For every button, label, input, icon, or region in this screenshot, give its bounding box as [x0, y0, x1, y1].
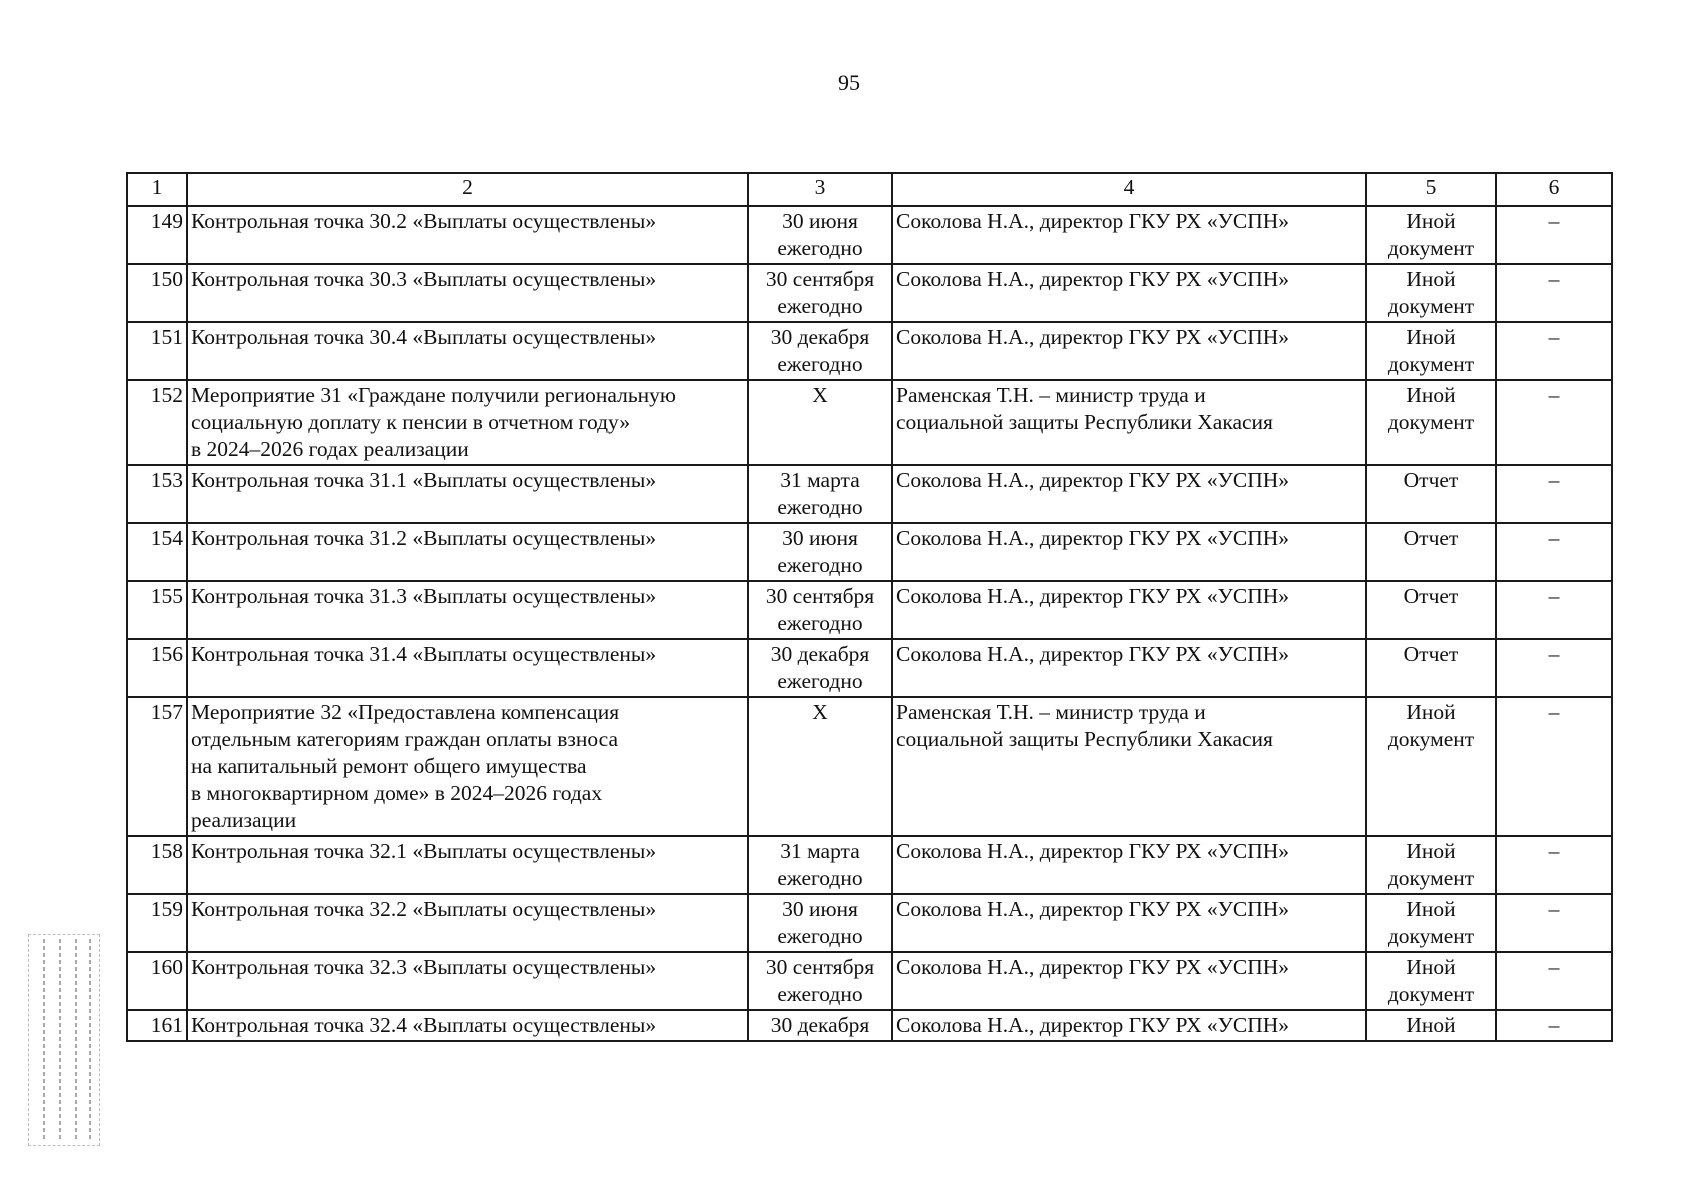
table-row [127, 894, 1612, 952]
row-number-cell: 149 [127, 206, 187, 264]
activity-name-cell: Контрольная точка 30.4 «Выплаты осуществлены» [187, 322, 748, 380]
archive-stamp [28, 934, 100, 1146]
activity-name-cell: Контрольная точка 32.2 «Выплаты осуществлены» [187, 894, 748, 952]
responsible-person-cell: Соколова Н.А., директор ГКУ РХ «УСПН» [892, 465, 1366, 523]
note-cell: – [1496, 465, 1612, 523]
document-type-cell: Иной документ [1366, 380, 1496, 465]
row-number-cell: 159 [127, 894, 187, 952]
document-type-cell: Иной [1366, 1010, 1496, 1041]
deadline-cell: X [748, 697, 892, 836]
row-number-cell: 161 [127, 1010, 187, 1041]
row-number-cell: 151 [127, 322, 187, 380]
deadline-cell: 30 сентября ежегодно [748, 952, 892, 1010]
column-header: 3 [748, 173, 892, 206]
table-row [127, 206, 1612, 264]
responsible-person-cell: Соколова Н.А., директор ГКУ РХ «УСПН» [892, 264, 1366, 322]
table-row [127, 581, 1612, 639]
table-row [127, 1010, 1612, 1041]
row-number-cell: 158 [127, 836, 187, 894]
deadline-cell: 30 июня ежегодно [748, 523, 892, 581]
row-number-cell: 150 [127, 264, 187, 322]
document-type-cell: Иной документ [1366, 952, 1496, 1010]
deadline-cell: X [748, 380, 892, 465]
deadline-cell: 31 марта ежегодно [748, 836, 892, 894]
note-cell: – [1496, 1010, 1612, 1041]
row-number-cell: 160 [127, 952, 187, 1010]
activity-name-cell: Контрольная точка 32.3 «Выплаты осуществлены» [187, 952, 748, 1010]
row-number-cell: 155 [127, 581, 187, 639]
row-number-cell: 152 [127, 380, 187, 465]
note-cell: – [1496, 894, 1612, 952]
note-cell: – [1496, 639, 1612, 697]
deadline-cell: 30 сентября ежегодно [748, 264, 892, 322]
activity-name-cell: Контрольная точка 31.2 «Выплаты осуществлены» [187, 523, 748, 581]
note-cell: – [1496, 836, 1612, 894]
column-header: 6 [1496, 173, 1612, 206]
table-row [127, 465, 1612, 523]
responsible-person-cell: Соколова Н.А., директор ГКУ РХ «УСПН» [892, 523, 1366, 581]
document-type-cell: Отчет [1366, 465, 1496, 523]
column-header: 2 [187, 173, 748, 206]
deadline-cell: 31 марта ежегодно [748, 465, 892, 523]
row-number-cell: 154 [127, 523, 187, 581]
table-row [127, 264, 1612, 322]
responsible-person-cell: Соколова Н.А., директор ГКУ РХ «УСПН» [892, 952, 1366, 1010]
activity-name-cell: Мероприятие 32 «Предоставлена компенсация отдельным категориям граждан оплаты взноса на капитальный ремонт общего имущества в многоквартирном доме» в 2024–2026 годах реализации [187, 697, 748, 836]
note-cell: – [1496, 697, 1612, 836]
table-header-row [127, 173, 1612, 206]
table-row [127, 697, 1612, 836]
note-cell: – [1496, 322, 1612, 380]
document-type-cell: Иной документ [1366, 894, 1496, 952]
deadline-cell: 30 декабря ежегодно [748, 322, 892, 380]
activity-name-cell: Контрольная точка 31.1 «Выплаты осуществлены» [187, 465, 748, 523]
document-type-cell: Иной документ [1366, 697, 1496, 836]
note-cell: – [1496, 380, 1612, 465]
responsible-person-cell: Соколова Н.А., директор ГКУ РХ «УСПН» [892, 322, 1366, 380]
responsible-person-cell: Соколова Н.А., директор ГКУ РХ «УСПН» [892, 1010, 1366, 1041]
responsible-person-cell: Соколова Н.А., директор ГКУ РХ «УСПН» [892, 581, 1366, 639]
note-cell: – [1496, 952, 1612, 1010]
activity-name-cell: Контрольная точка 32.4 «Выплаты осуществлены» [187, 1010, 748, 1041]
note-cell: – [1496, 581, 1612, 639]
document-type-cell: Иной документ [1366, 206, 1496, 264]
note-cell: – [1496, 264, 1612, 322]
page-number: 95 [838, 70, 860, 95]
responsible-person-cell: Соколова Н.А., директор ГКУ РХ «УСПН» [892, 894, 1366, 952]
deadline-cell: 30 декабря [748, 1010, 892, 1041]
activity-name-cell: Мероприятие 31 «Граждане получили региональную социальную доплату к пенсии в отчетном году» в 2024–2026 годах реализации [187, 380, 748, 465]
row-number-cell: 153 [127, 465, 187, 523]
document-type-cell: Отчет [1366, 523, 1496, 581]
table-row [127, 380, 1612, 465]
table-row [127, 639, 1612, 697]
document-type-cell: Иной документ [1366, 322, 1496, 380]
note-cell: – [1496, 523, 1612, 581]
table-row [127, 952, 1612, 1010]
document-type-cell: Иной документ [1366, 836, 1496, 894]
responsible-person-cell: Соколова Н.А., директор ГКУ РХ «УСПН» [892, 639, 1366, 697]
column-header: 1 [127, 173, 187, 206]
activity-name-cell: Контрольная точка 30.2 «Выплаты осуществлены» [187, 206, 748, 264]
row-number-cell: 157 [127, 697, 187, 836]
document-type-cell: Отчет [1366, 639, 1496, 697]
activity-name-cell: Контрольная точка 31.4 «Выплаты осуществлены» [187, 639, 748, 697]
responsible-person-cell: Соколова Н.А., директор ГКУ РХ «УСПН» [892, 206, 1366, 264]
deadline-cell: 30 декабря ежегодно [748, 639, 892, 697]
column-header: 4 [892, 173, 1366, 206]
activity-name-cell: Контрольная точка 32.1 «Выплаты осуществлены» [187, 836, 748, 894]
table-row [127, 523, 1612, 581]
responsible-person-cell: Раменская Т.Н. – министр труда и социальной защиты Республики Хакасия [892, 380, 1366, 465]
deadline-cell: 30 июня ежегодно [748, 206, 892, 264]
table-row [127, 322, 1612, 380]
deadline-cell: 30 сентября ежегодно [748, 581, 892, 639]
column-header: 5 [1366, 173, 1496, 206]
activity-name-cell: Контрольная точка 30.3 «Выплаты осуществлены» [187, 264, 748, 322]
document-type-cell: Отчет [1366, 581, 1496, 639]
activity-name-cell: Контрольная точка 31.3 «Выплаты осуществлены» [187, 581, 748, 639]
responsible-person-cell: Соколова Н.А., директор ГКУ РХ «УСПН» [892, 836, 1366, 894]
table-body [127, 206, 1612, 1041]
responsible-person-cell: Раменская Т.Н. – министр труда и социальной защиты Республики Хакасия [892, 697, 1366, 836]
plan-table [126, 172, 1613, 1042]
note-cell: – [1496, 206, 1612, 264]
deadline-cell: 30 июня ежегодно [748, 894, 892, 952]
document-type-cell: Иной документ [1366, 264, 1496, 322]
table-row [127, 836, 1612, 894]
row-number-cell: 156 [127, 639, 187, 697]
